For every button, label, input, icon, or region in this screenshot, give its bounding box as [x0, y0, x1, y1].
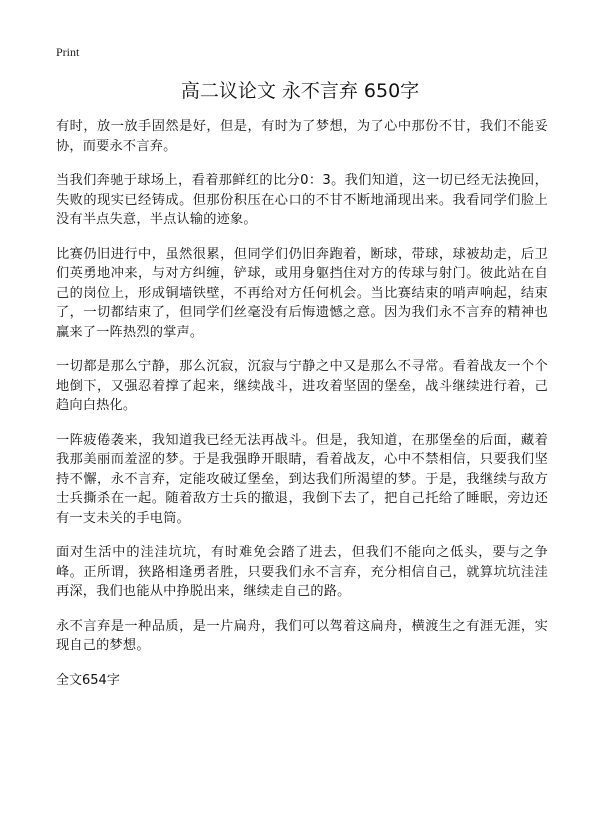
- paragraph: 永不言弃是一种品质，是一片扁舟，我们可以驾着这扁舟，横渡生之有涯无涯，实现自己的梦想。: [56, 618, 548, 653]
- paragraph: 面对生活中的洼洼坑坑，有时难免会踏了进去，但我们不能向之低头，要与之争峰。正所谓，狭路相逢勇者胜，只要我们永不言弃，充分相信自己，就算坑坑洼洼再深，我们也能从中挣脱出来，继续走自己的路。: [56, 545, 548, 599]
- article-title: 高二议论文 永不言弃 650字: [180, 80, 420, 102]
- paragraph: 一阵疲倦袭来，我知道我已经无法再战斗。但是，我知道，在那堡垒的后面，藏着我那美丽而羞涩的梦。于是我强睁开眼睛，看着战友，心中不禁相信，只要我们坚持不懈，永不言弃，定能攻破辽堡垒，到达我们所渴望的梦。于是，我继续与敌方士兵撕杀在一起。随着敌方士兵的撤退，我倒下去了，把自己托给了睡眠，旁边还有一支未关的手电筒。: [56, 432, 548, 526]
- print-link[interactable]: Print: [56, 45, 80, 59]
- paragraph: 有时，放一放手固然是好，但是，有时为了梦想，为了心中那份不甘，我们不能妥协，而要永不言弃。: [56, 119, 548, 154]
- article-body: [56, 117, 548, 690]
- paragraph: 一切都是那么宁静，那么沉寂，沉寂与宁静之中又是那么不寻常。看着战友一个个地倒下，又强忍着撑了起来，继续战斗，进攻着坚固的堡垒，战斗继续进行着，己趋向白热化。: [56, 359, 548, 413]
- word-count: 全文654字: [56, 672, 120, 688]
- paragraph: 当我们奔驰于球场上，看着那鲜红的比分0：3。我们知道，这一切已经无法挽回，失败的现实已经铸成。但那份积压在心口的不甘不断地涌现出来。我看同学们脸上没有半点失意，半点认输的迹象。: [56, 173, 548, 227]
- paragraph: 比赛仍旧进行中，虽然很累，但同学们仍旧奔跑着，断球，带球，球被劫走，后卫们英勇地冲来，与对方纠缠，铲球，或用身躯挡住对方的传球与射门。彼此站在自己的岗位上，形成铜墙铁壁，不再给对方任何机会。当比赛结束的哨声响起，结束了，一切都结束了，但同学们丝毫没有后悔遗憾之意。因为我们永不言弃的精神也赢来了一阵热烈的掌声。: [56, 246, 548, 340]
